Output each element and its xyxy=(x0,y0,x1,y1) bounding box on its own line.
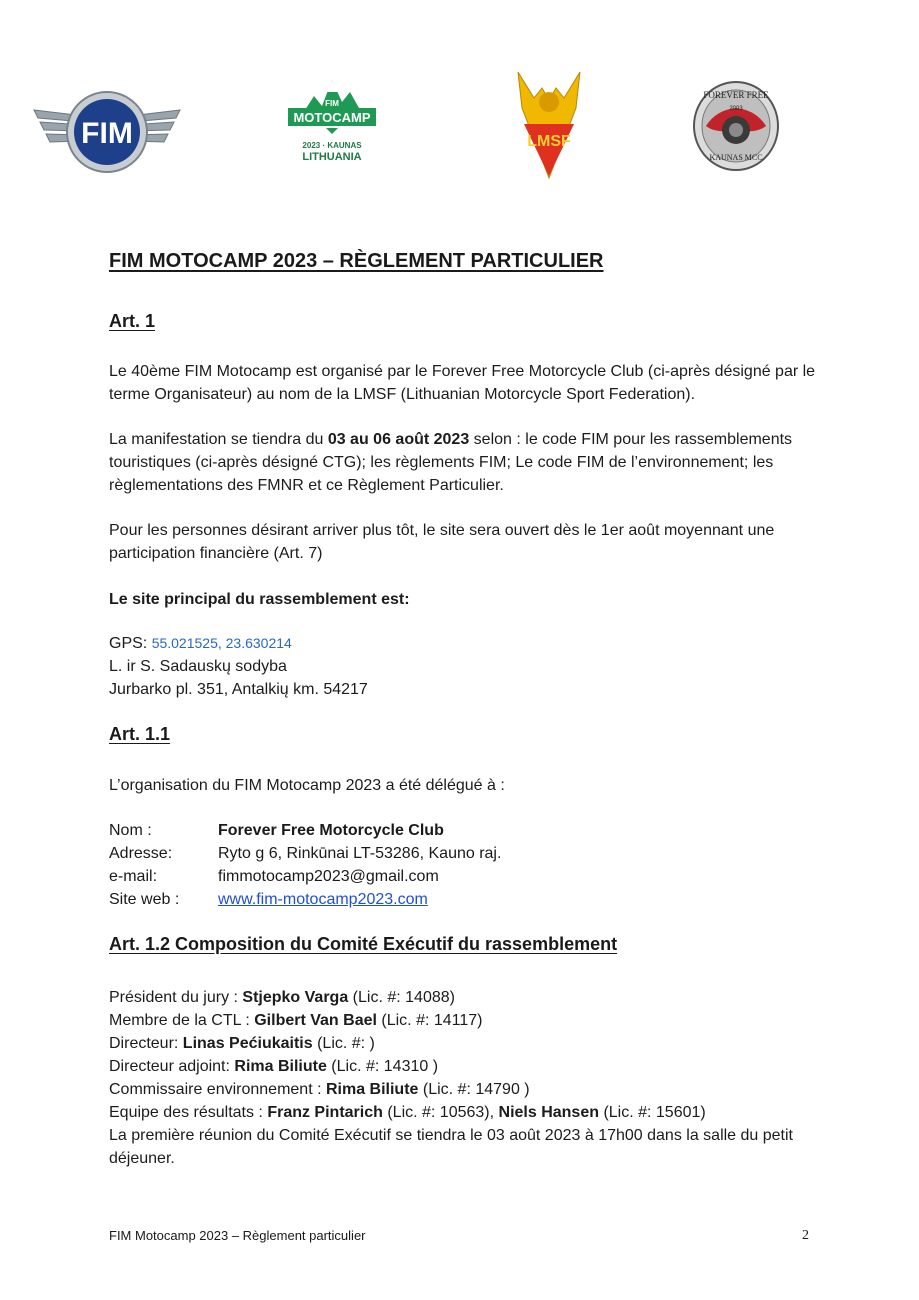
committee-line-director: Directeur: Linas Pećiukaitis (Lic. #: ) xyxy=(109,1035,375,1052)
committee-meeting-note: La première réunion du Comité Exécutif se tiendra le 03 août 2023 à 17h00 dans la salle du petit déjeuner. xyxy=(109,1127,793,1167)
gps-label: GPS: xyxy=(109,635,152,652)
site-address-line-1: L. ir S. Sadauskų sodyba xyxy=(109,658,287,675)
committee-line-ctl-member: Membre de la CTL : Gilbert Van Bael (Lic. #: 14117) xyxy=(109,1012,483,1029)
art1-p2-text-a: La manifestation se tiendra du xyxy=(109,431,328,448)
page-number: 2 xyxy=(802,1228,809,1243)
organizer-address-value: Ryto g 6, Rinkūnai LT-53286, Kauno raj. xyxy=(218,845,502,862)
svg-text:2023 · KAUNAS: 2023 · KAUNAS xyxy=(302,141,362,150)
art1-paragraph-2 xyxy=(109,428,829,497)
organizer-website-link[interactable]: www.fim-motocamp2023.com xyxy=(218,891,428,908)
organizer-website-label: Site web : xyxy=(109,891,180,908)
art1-paragraph-3 xyxy=(109,519,829,565)
committee-line-president: Président du jury : Stjepko Varga (Lic. #: 14088) xyxy=(109,989,455,1006)
forever-free-logo xyxy=(692,80,780,172)
svg-text:FIM: FIM xyxy=(325,99,339,108)
fim-logo xyxy=(32,90,182,174)
svg-text:KAUNAS MCC: KAUNAS MCC xyxy=(709,153,763,162)
committee-line-results-team: Equipe des résultats : Franz Pintarich (Lic. #: 10563), Niels Hansen (Lic. #: 15601) xyxy=(109,1104,706,1121)
art1-p2-text-b: selon : le code FIM pour les rassemblements touristiques (ci-après désigné CTG); les règlements FIM; Le code FIM de l’environnement; les règlementations des FMNR et ce Règlement Particulier. xyxy=(109,431,793,494)
event-dates: 03 au 06 août 2023 xyxy=(327,431,470,448)
organizer-email-label: e-mail: xyxy=(109,868,158,885)
art1-p1-text: Le 40ème FIM Motocamp est organisé par le Forever Free Motorcycle Club (ci-après désigné par le terme Organisateur) au nom de la LMSF (Lithuanian Motorcycle Sport Federation). xyxy=(109,363,816,403)
motocamp-logo xyxy=(286,78,378,168)
lmsf-logo xyxy=(514,68,584,180)
lmsf-logo-text: LMSF xyxy=(527,133,571,150)
art11-intro xyxy=(109,774,829,797)
art1-heading: Art. 1 xyxy=(109,311,156,331)
svg-text:LITHUANIA: LITHUANIA xyxy=(302,151,362,163)
svg-text:FOREVER FREE: FOREVER FREE xyxy=(703,90,769,100)
organizer-row-address xyxy=(109,842,501,865)
organizer-row-name xyxy=(109,819,501,842)
art12-heading: Art. 1.2 Composition du Comité Exécutif du rassemblement xyxy=(109,934,618,954)
site-heading xyxy=(109,588,829,611)
gps-coordinates: 55.021525, 23.630214 xyxy=(151,635,292,651)
page-footer xyxy=(109,1228,809,1244)
logos-row xyxy=(0,62,919,187)
organizer-row-email xyxy=(109,865,501,888)
organizer-email-value: fimmotocamp2023@gmail.com xyxy=(218,868,439,885)
document-title: FIM MOTOCAMP 2023 – RÈGLEMENT PARTICULIER xyxy=(109,250,604,272)
organizer-name-value: Forever Free Motorcycle Club xyxy=(218,822,444,839)
organizer-details xyxy=(109,819,501,911)
committee-line-deputy-director: Directeur adjoint: Rima Biliute (Lic. #: 14310 ) xyxy=(109,1058,439,1075)
art11-heading: Art. 1.1 xyxy=(109,724,171,744)
site-address-block xyxy=(109,632,829,701)
organizer-address-label: Adresse: xyxy=(109,845,173,862)
organizer-name-label: Nom : xyxy=(109,822,152,839)
committee-list xyxy=(109,986,829,1170)
art11-intro-text: L’organisation du FIM Motocamp 2023 a été délégué à : xyxy=(109,777,505,794)
site-address-line-2: Jurbarko pl. 351, Antalkių km. 54217 xyxy=(109,681,368,698)
site-heading-text: Le site principal du rassemblement est: xyxy=(109,591,410,608)
art1-p3-text: Pour les personnes désirant arriver plus tôt, le site sera ouvert dès le 1er août moyennant une participation financière (Art. 7) xyxy=(109,522,775,562)
footer-title: FIM Motocamp 2023 – Règlement particulier xyxy=(109,1228,366,1243)
organizer-row-website xyxy=(109,888,501,911)
fim-logo-text: FIM xyxy=(81,117,133,150)
svg-text:2003: 2003 xyxy=(729,106,743,112)
svg-text:MOTOCAMP: MOTOCAMP xyxy=(293,110,371,125)
committee-line-environment: Commissaire environnement : Rima Biliute (Lic. #: 14790 ) xyxy=(109,1081,530,1098)
art1-paragraph-1 xyxy=(109,360,829,406)
